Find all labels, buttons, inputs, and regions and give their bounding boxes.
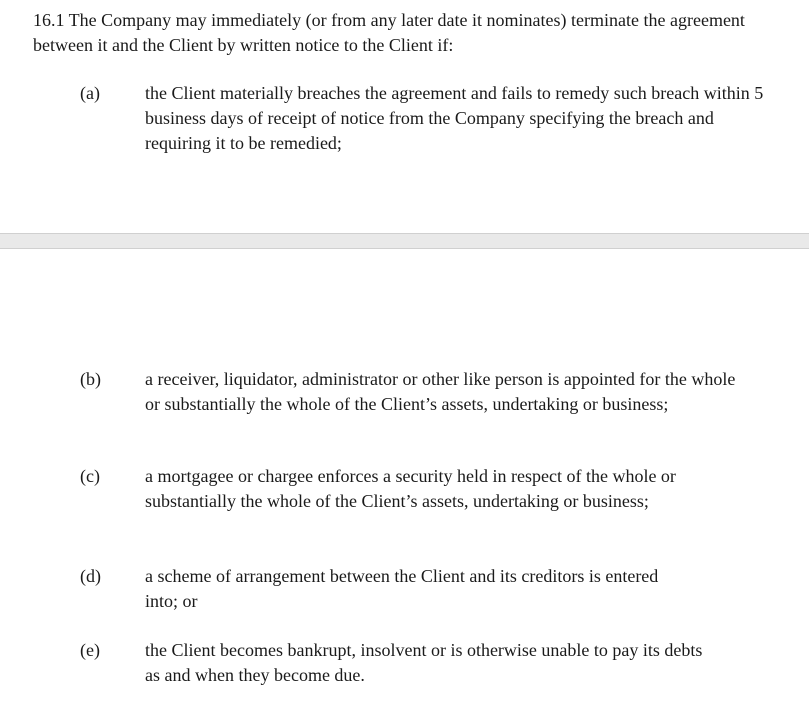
item-text: a receiver, liquidator, administrator or other like person is appointed for the whole or substantially the whole of the Client’s assets, undertaking or business; [145,369,736,414]
page-break-separator [0,233,809,249]
item-text: the Client materially breaches the agreement and fails to remedy such breach within 5 business days of receipt of notice from the Company specifying the breach and requiring it to be remedied; [145,83,764,153]
item-label: (a) [80,83,100,103]
item-text: the Client becomes bankrupt, insolvent or is otherwise unable to pay its debts as and when they become due. [145,640,703,685]
item-label: (c) [80,466,100,486]
clause-intro: 16.1 The Company may immediately (or from any later date it nominates) terminate the agreement between it and the Client by written notice to the Client if: [33,10,745,55]
item-text: a mortgagee or chargee enforces a security held in respect of the whole or substantially the whole of the Client’s assets, undertaking or business; [145,466,676,511]
item-text: a scheme of arrangement between the Client and its creditors is entered into; or [145,566,659,611]
item-label: (d) [80,566,101,586]
item-label: (e) [80,640,100,660]
item-label: (b) [80,369,101,389]
